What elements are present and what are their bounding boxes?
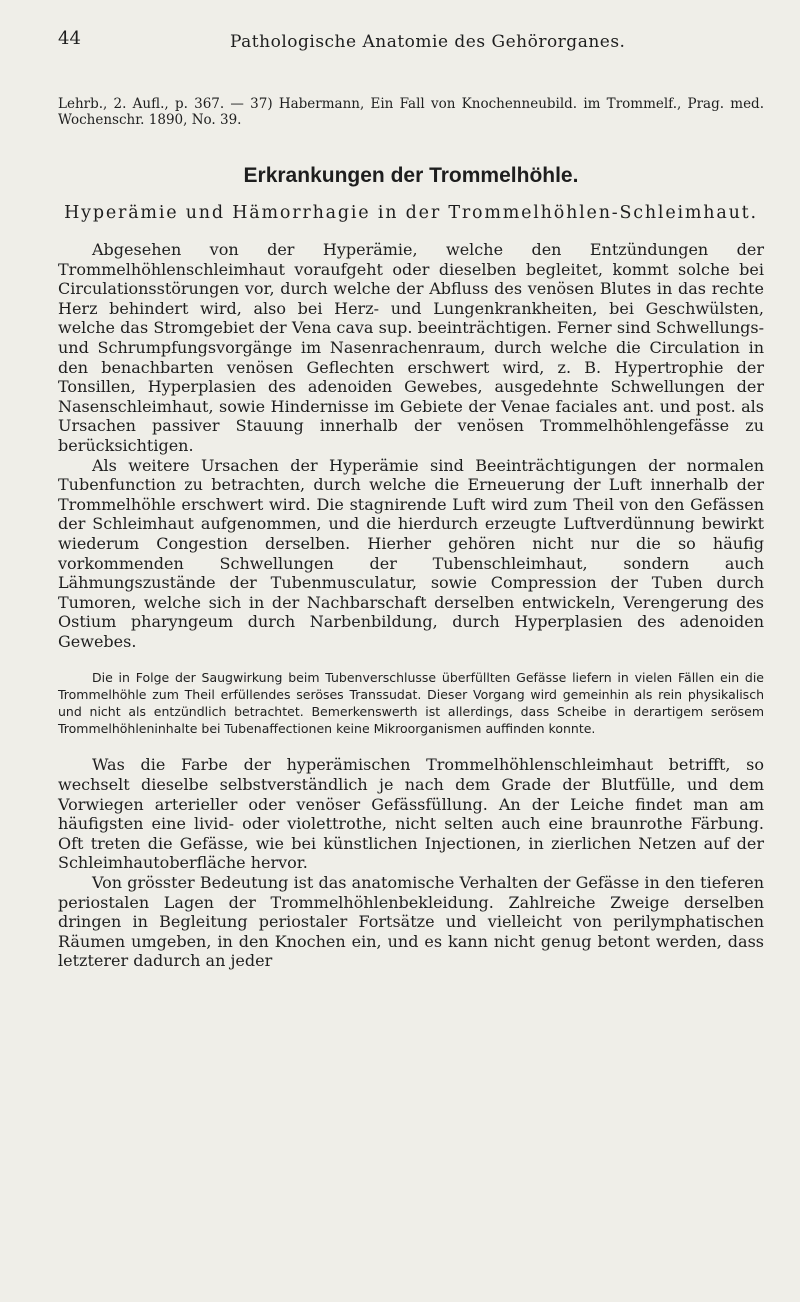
paragraph: Abgesehen von der Hyperämie, welche den Entzündungen der Trommelhöhlenschleimhaut voraufgeht oder dieselben begleitet, kommt solche bei Circulationsstörungen vor, durch welche der Abfluss des venösen Blutes in das rechte Herz behindert wird, also bei Herz- und Lungenkrankheiten, bei Geschwülsten, welche das Stromgebiet der Vena cava sup. beeinträchtigen. Ferner sind Schwellungs- und Schrumpfungsvorgänge im Nasenrachenraum, durch welche die Circulation in den benachbarten venösen Geflechten erschwert wird, z. B. Hypertrophie der Tonsillen, Hyperplasien des adenoiden Gewebes, ausgedehnte Schwellungen der Nasenschleimhaut, sowie Hindernisse im Gebiete der Venae faciales ant. und post. als Ursachen passiver Stauung innerhalb der venösen Trommelhöhlengefässe zu berücksichtigen. <box>58 240 764 455</box>
reference-lines: Lehrb., 2. Aufl., p. 367. — 37) Habermann, Ein Fall von Knochenneubild. im Trommelf., Prag. med. Wochenschr. 1890, No. 39. <box>58 96 764 128</box>
small-print-note: Die in Folge der Saugwirkung beim Tubenverschlusse überfüllten Gefässe liefern in vielen Fällen ein die Trommelhöhle zum Theil erfüllendes seröses Transsudat. Dieser Vorgang wird gemeinhin als rein physikalisch und nicht als entzündlich betrachtet. Bemerkenswerth ist allerdings, dass Scheibe in derartigem serösem Trommelhöhleninhalte bei Tubenaffectionen keine Mikroorganismen auffinden konnte. <box>58 670 764 737</box>
paragraph: Als weitere Ursachen der Hyperämie sind Beeinträchtigungen der normalen Tubenfunction zu betrachten, durch welche die Erneuerung der Luft innerhalb der Trommelhöhle erschwert wird. Die stagnirende Luft wird zum Theil von den Gefässen der Schleimhaut aufgenommen, und die hierdurch erzeugte Luftverdünnung bewirkt wiederum Congestion derselben. Hierher gehören nicht nur die so häufig vorkommenden Schwellungen der Tubenschleimhaut, sondern auch Lähmungszustände der Tubenmusculatur, sowie Compression der Tuben durch Tumoren, welche sich in der Nachbarschaft derselben entwickeln, Verengerung des Ostium pharyngeum durch Narbenbildung, durch Hyperplasien des adenoiden Gewebes. <box>58 455 764 651</box>
book-page <box>58 28 764 971</box>
paragraph: Von grösster Bedeutung ist das anatomische Verhalten der Gefässe in den tieferen periostalen Lagen der Trommelhöhlenbekleidung. Zahlreiche Zweige derselben dringen in Begleitung periostaler Fortsätze und vielleicht von perilymphatischen Räumen umgeben, in den Knochen ein, und es kann nicht genug betont werden, dass letzterer dadurch an jeder <box>58 873 764 971</box>
subsection-title: Hyperämie und Hämorrhagie in der Trommelhöhlen-Schleimhaut. <box>64 203 758 223</box>
page-header <box>58 28 764 68</box>
section-title: Erkrankungen der Trommelhöhle. <box>243 164 579 187</box>
paragraph: Was die Farbe der hyperämischen Trommelhöhlenschleimhaut betrifft, so wechselt dieselbe selbstverständlich je nach dem Grade der Blutfülle, und dem Vorwiegen arterieller oder venöser Gefässfüllung. An der Leiche findet man am häufigsten eine livid- oder violettrothe, nicht selten auch eine braunrothe Färbung. Oft treten die Gefässe, wie bei künstlichen Injectionen, in zierlichen Netzen auf der Schleimhautoberfläche hervor. <box>58 755 764 873</box>
page-number: 44 <box>58 28 81 49</box>
running-title: Pathologische Anatomie des Gehörorganes. <box>230 32 626 52</box>
